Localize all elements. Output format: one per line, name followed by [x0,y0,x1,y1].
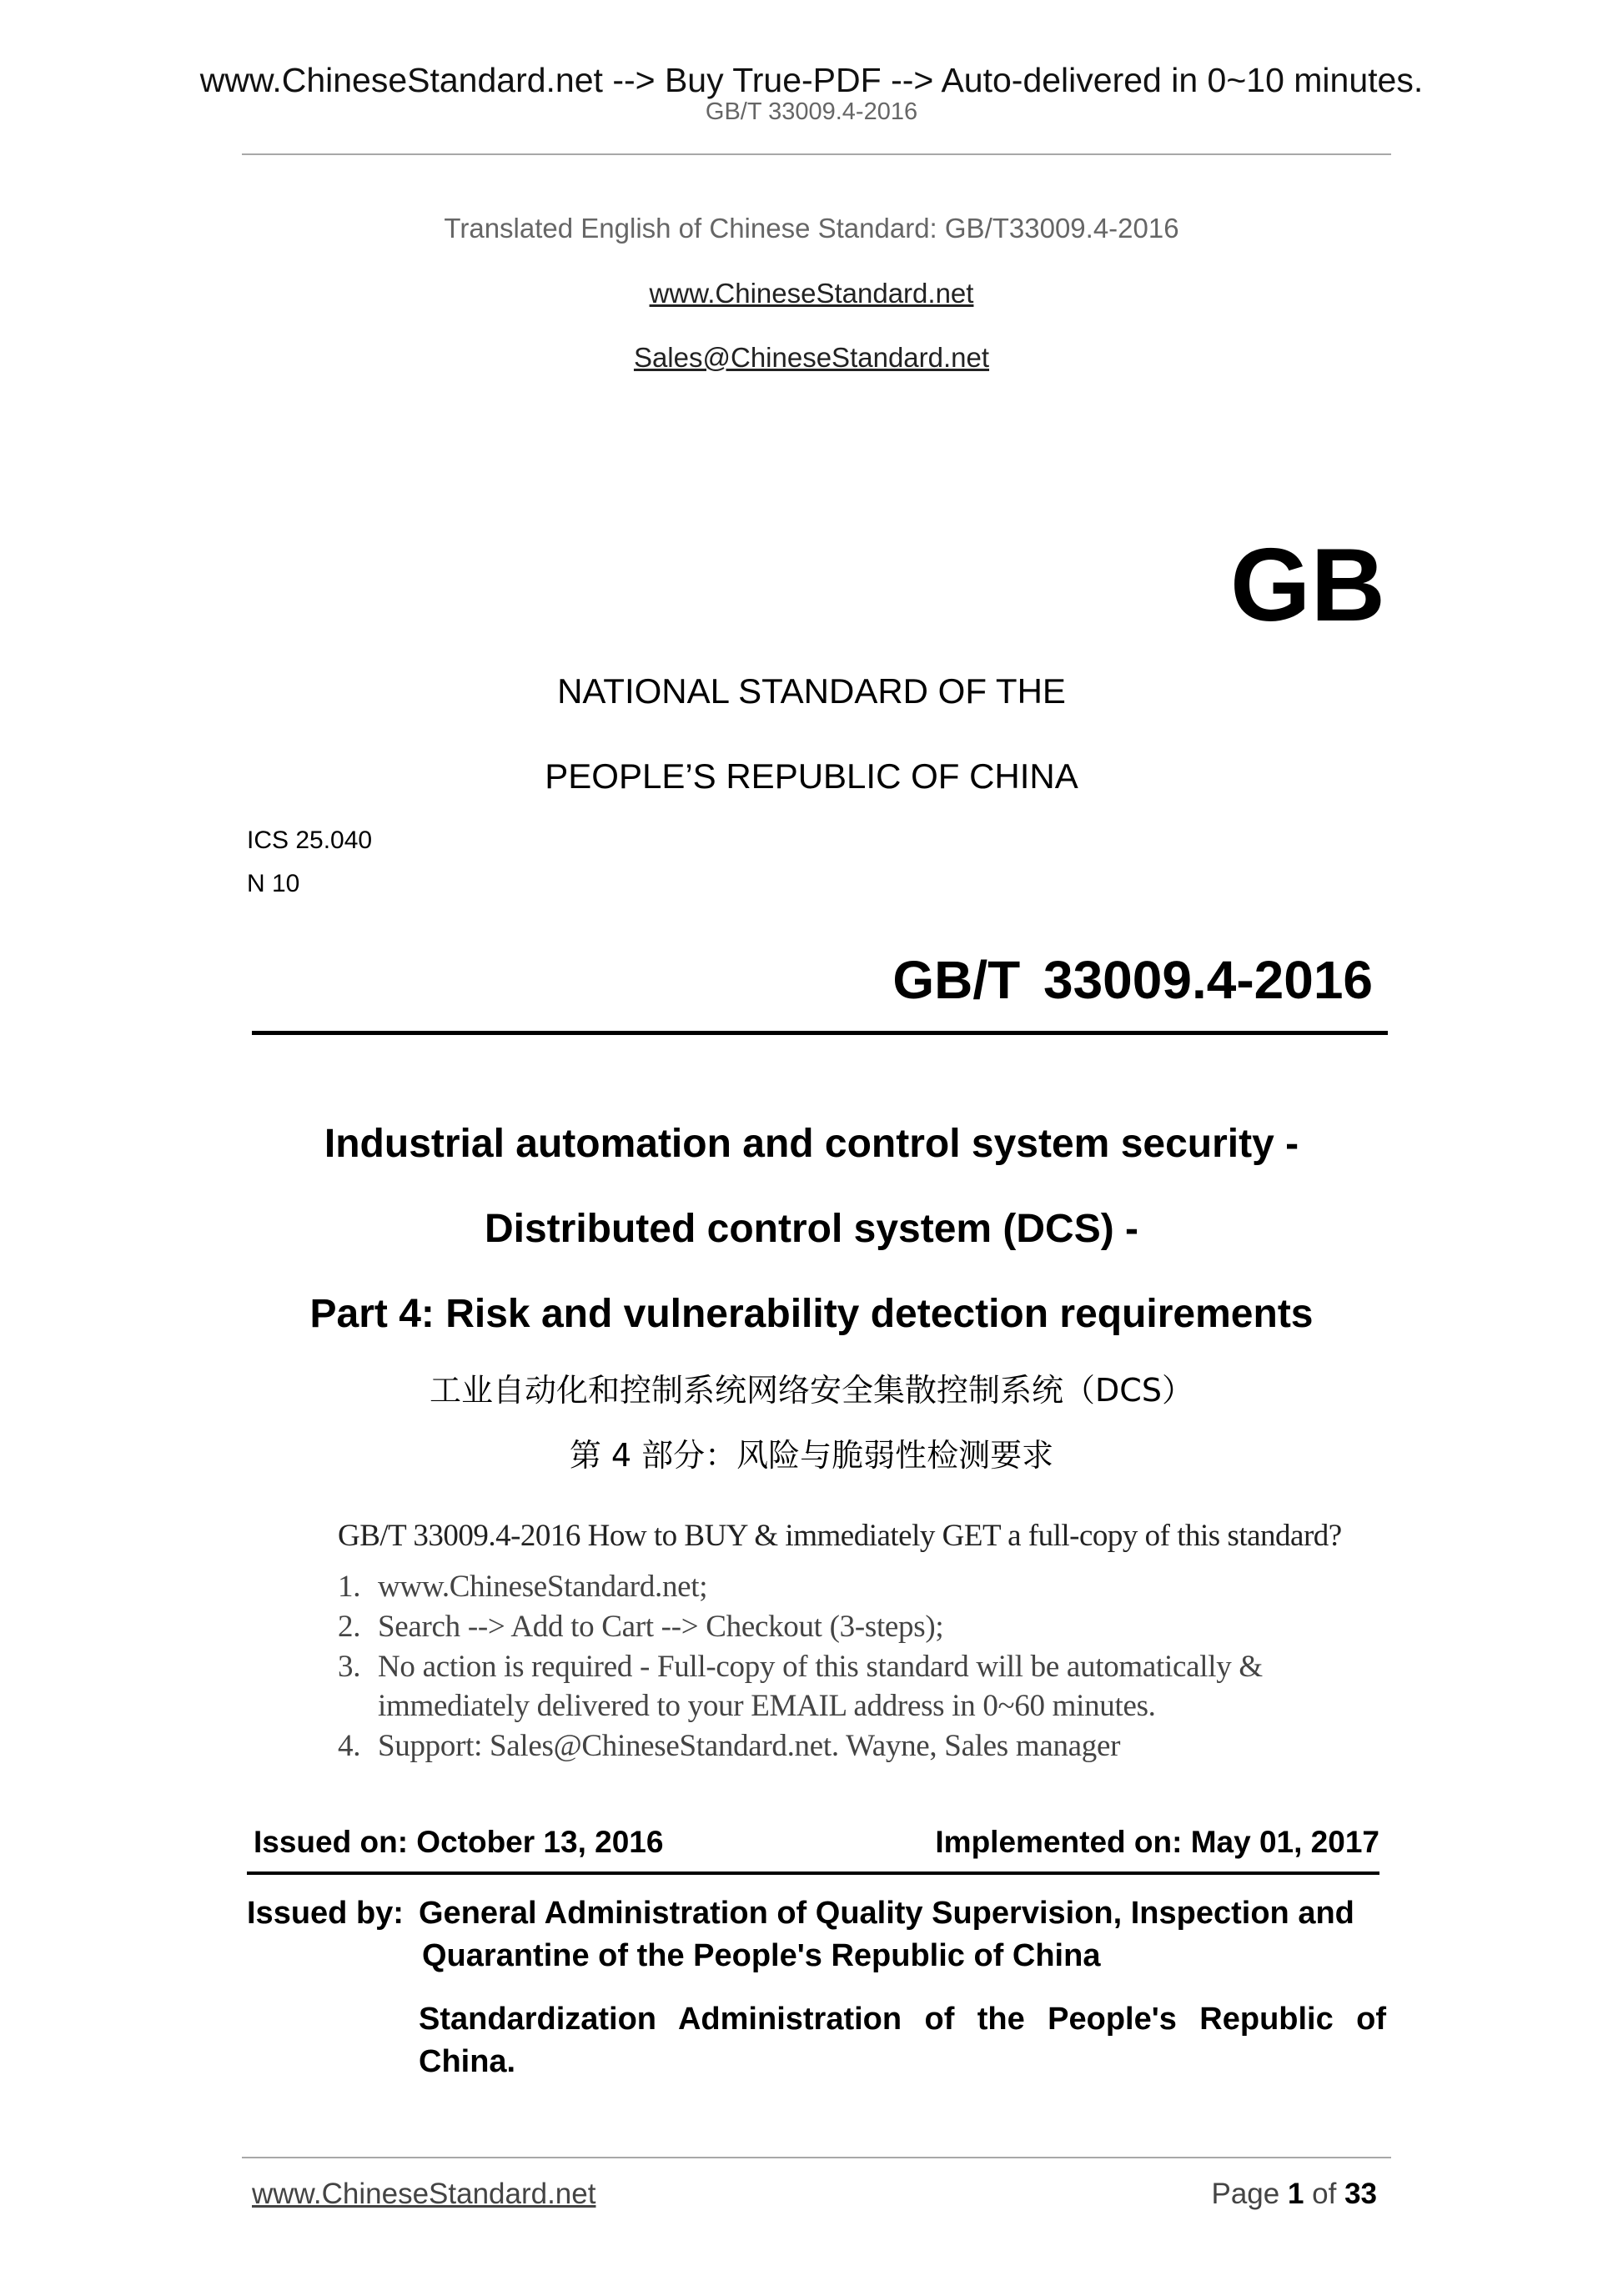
gb-mark: GB [1230,528,1385,643]
header-divider [242,153,1391,155]
standard-number-rule [252,1031,1388,1035]
website-link-row [0,279,1623,307]
issuer-line-3: Standardization Administration of the People's Republic of China. [419,2002,1386,2079]
issuer-line-2: Quarantine of the People's Republic of China [422,1938,1101,1973]
current-page: 1 [1287,2178,1304,2210]
issued-date: Issued on: October 13, 2016 [254,1825,664,1859]
chinese-title-line-1: 工业自动化和控制系统网络安全集散控制系统（DCS） [430,1372,1193,1409]
howto-item: 4. Support: Sales@ChineseStandard.net. Wayne, Sales manager [338,1729,1121,1763]
running-head: GB/T 33009.4-2016 [705,98,918,125]
standard-number: GB/T 33009.4-2016 [892,950,1373,1010]
implemented-date: Implemented on: May 01, 2017 [935,1825,1379,1859]
title-line-1: Industrial automation and control system security - [324,1122,1299,1166]
total-pages: 33 [1344,2178,1377,2210]
howto-title: GB/T 33009.4-2016 How to BUY & immediately GET a full-copy of this standard? [338,1519,1342,1553]
national-standard-line1: NATIONAL STANDARD OF THE [557,671,1066,711]
footer-website-link[interactable]: www.ChineseStandard.net [252,2178,596,2210]
howto-item: 2. Search --> Add to Cart --> Checkout (3-steps); [338,1610,944,1644]
issued-by-label: Issued by: [247,1896,404,1931]
title-line-2: Distributed control system (DCS) - [484,1207,1139,1251]
chinese-title-line-2: 第 4 部分：风险与脆弱性检测要求 [569,1437,1054,1474]
footer-divider [242,2157,1391,2158]
howto-item: 3. No action is required - Full-copy of this standard will be automatically & [338,1650,1263,1684]
email-link-row [0,344,1623,371]
translated-note: Translated English of Chinese Standard: GB/T33009.4-2016 [444,213,1179,244]
ccs-code: N 10 [247,870,300,897]
ics-code: ICS 25.040 [247,826,373,854]
website-link[interactable]: www.ChineseStandard.net [649,278,974,309]
issuer-line-1: General Administration of Quality Supervision, Inspection and [419,1896,1354,1931]
page-number: Page 1 of 33 [1211,2178,1377,2210]
email-link[interactable]: Sales@ChineseStandard.net [633,342,990,373]
national-standard-line2: PEOPLE’S REPUBLIC OF CHINA [545,756,1078,796]
howto-item: 1. www.ChineseStandard.net; [338,1570,708,1604]
howto-item-continuation: immediately delivered to your EMAIL address in 0~60 minutes. [378,1689,1156,1723]
title-line-3: Part 4: Risk and vulnerability detection requirements [309,1292,1314,1336]
dates-divider [247,1871,1379,1875]
top-banner: www.ChineseStandard.net --> Buy True-PDF --> Auto-delivered in 0~10 minutes. [199,61,1424,99]
